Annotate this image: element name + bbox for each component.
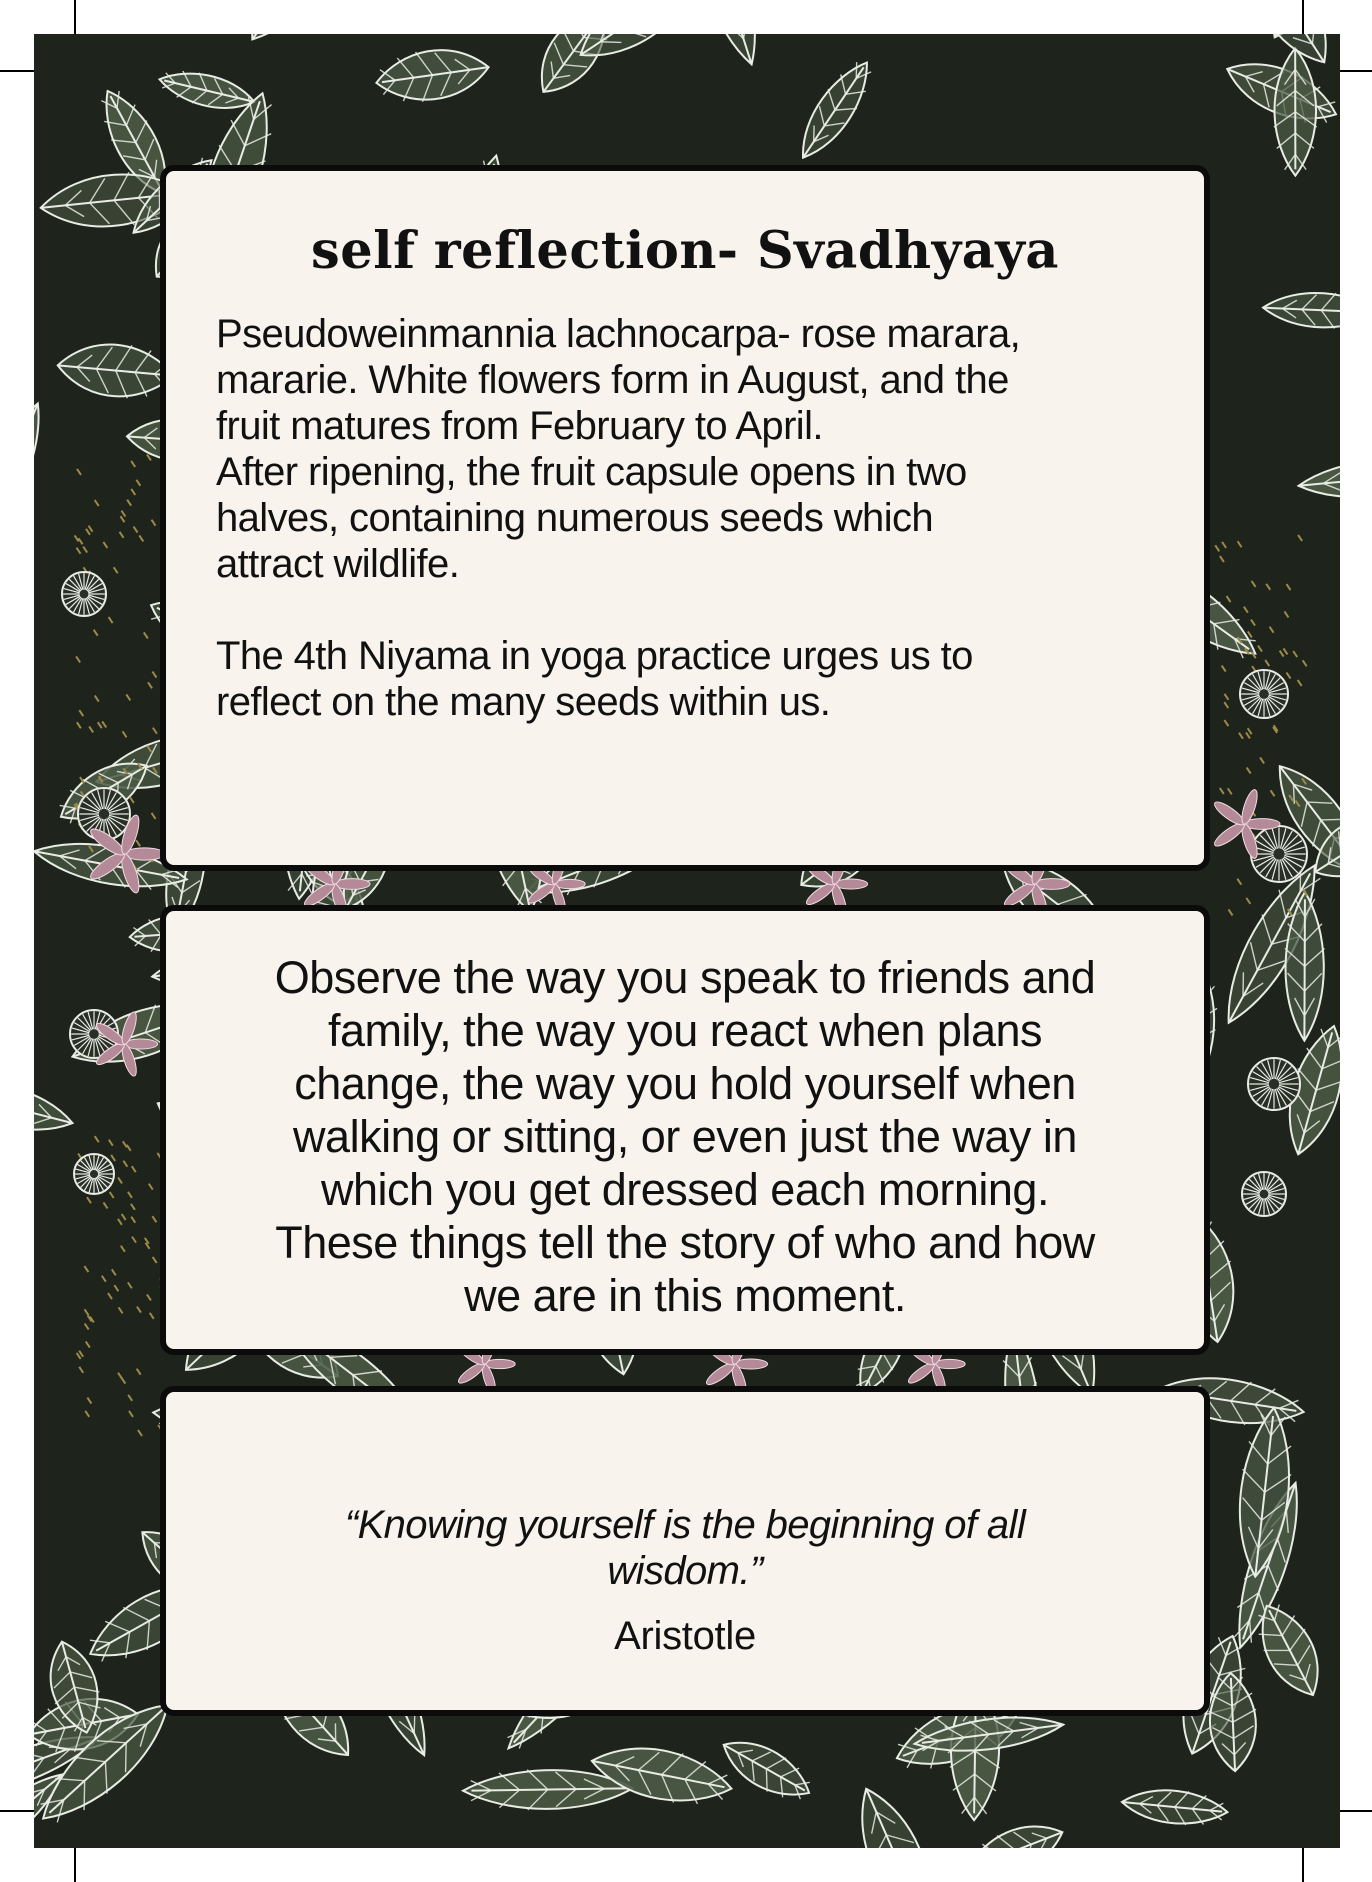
- leaf-shape: [714, 1728, 818, 1810]
- seed-pod: [1242, 1172, 1286, 1216]
- leaf-shape: [34, 1072, 77, 1142]
- observe-line: we are in this moment.: [464, 1270, 906, 1321]
- description-line: After ripening, the fruit capsule opens in two: [216, 450, 967, 494]
- leaf-shape: [55, 339, 176, 402]
- description-line: fruit matures from February to April.: [216, 404, 823, 448]
- seed-pod: [1240, 670, 1288, 718]
- description-line: mararie. White flowers form in August, and the: [216, 358, 1009, 402]
- observe-line: which you get dressed each morning.: [321, 1164, 1049, 1215]
- quote-text: [246, 1502, 1124, 1594]
- leaf-shape: [1120, 1785, 1229, 1829]
- paragraph-spacer: [216, 587, 1164, 633]
- description-card: [160, 165, 1210, 871]
- niyama-line: reflect on the many seeds within us.: [216, 680, 831, 724]
- crop-mark: [0, 70, 34, 72]
- crop-mark: [1302, 0, 1304, 34]
- observe-line: These things tell the story of who and how: [275, 1217, 1095, 1268]
- seed-pod: [62, 572, 106, 616]
- observe-line: family, the way you react when plans: [327, 1005, 1043, 1056]
- crop-mark: [1302, 1848, 1304, 1882]
- crop-mark: [0, 1810, 34, 1812]
- seed-pod: [1248, 1058, 1300, 1110]
- leaf-shape: [231, 34, 370, 55]
- observe-line: change, the way you hold yourself when: [294, 1058, 1076, 1109]
- quote-line: wisdom.”: [607, 1549, 763, 1593]
- leaf-shape: [587, 1736, 736, 1813]
- quote-card: [160, 1386, 1210, 1716]
- leaf-shape: [684, 34, 771, 70]
- crop-mark: [1338, 1810, 1372, 1812]
- description-line: attract wildlife.: [216, 542, 460, 586]
- leaf-shape: [34, 397, 53, 545]
- description-line: halves, containing numerous seeds which: [216, 496, 934, 540]
- description-line: Pseudoweinmannia lachnocarpa- rose marara,: [216, 312, 1021, 356]
- leaf-shape: [156, 64, 258, 117]
- leaf-shape: [789, 53, 882, 168]
- leaf-shape: [961, 1813, 1069, 1848]
- crop-mark: [1338, 70, 1372, 72]
- leaf-shape: [843, 1779, 951, 1848]
- leaf-shape: [1297, 454, 1340, 504]
- observe-card: [160, 905, 1210, 1355]
- crop-mark: [74, 1848, 76, 1882]
- species-description: [216, 311, 1164, 725]
- card-title: self reflection- Svadhyaya: [311, 221, 1059, 281]
- leaf-shape: [1262, 290, 1340, 331]
- quote-author: Aristotle: [614, 1614, 756, 1658]
- crop-mark: [74, 0, 76, 34]
- seed-pod: [1251, 826, 1307, 882]
- niyama-line: The 4th Niyama in yoga practice urges us to: [216, 634, 973, 678]
- quote-line: “Knowing yourself is the beginning of all: [344, 1503, 1026, 1547]
- observe-text: [206, 951, 1164, 1322]
- observe-line: walking or sitting, or even just the way in: [293, 1111, 1077, 1162]
- leaf-shape: [373, 42, 492, 107]
- seed-pod: [74, 1154, 114, 1194]
- observe-line: Observe the way you speak to friends and: [274, 952, 1096, 1003]
